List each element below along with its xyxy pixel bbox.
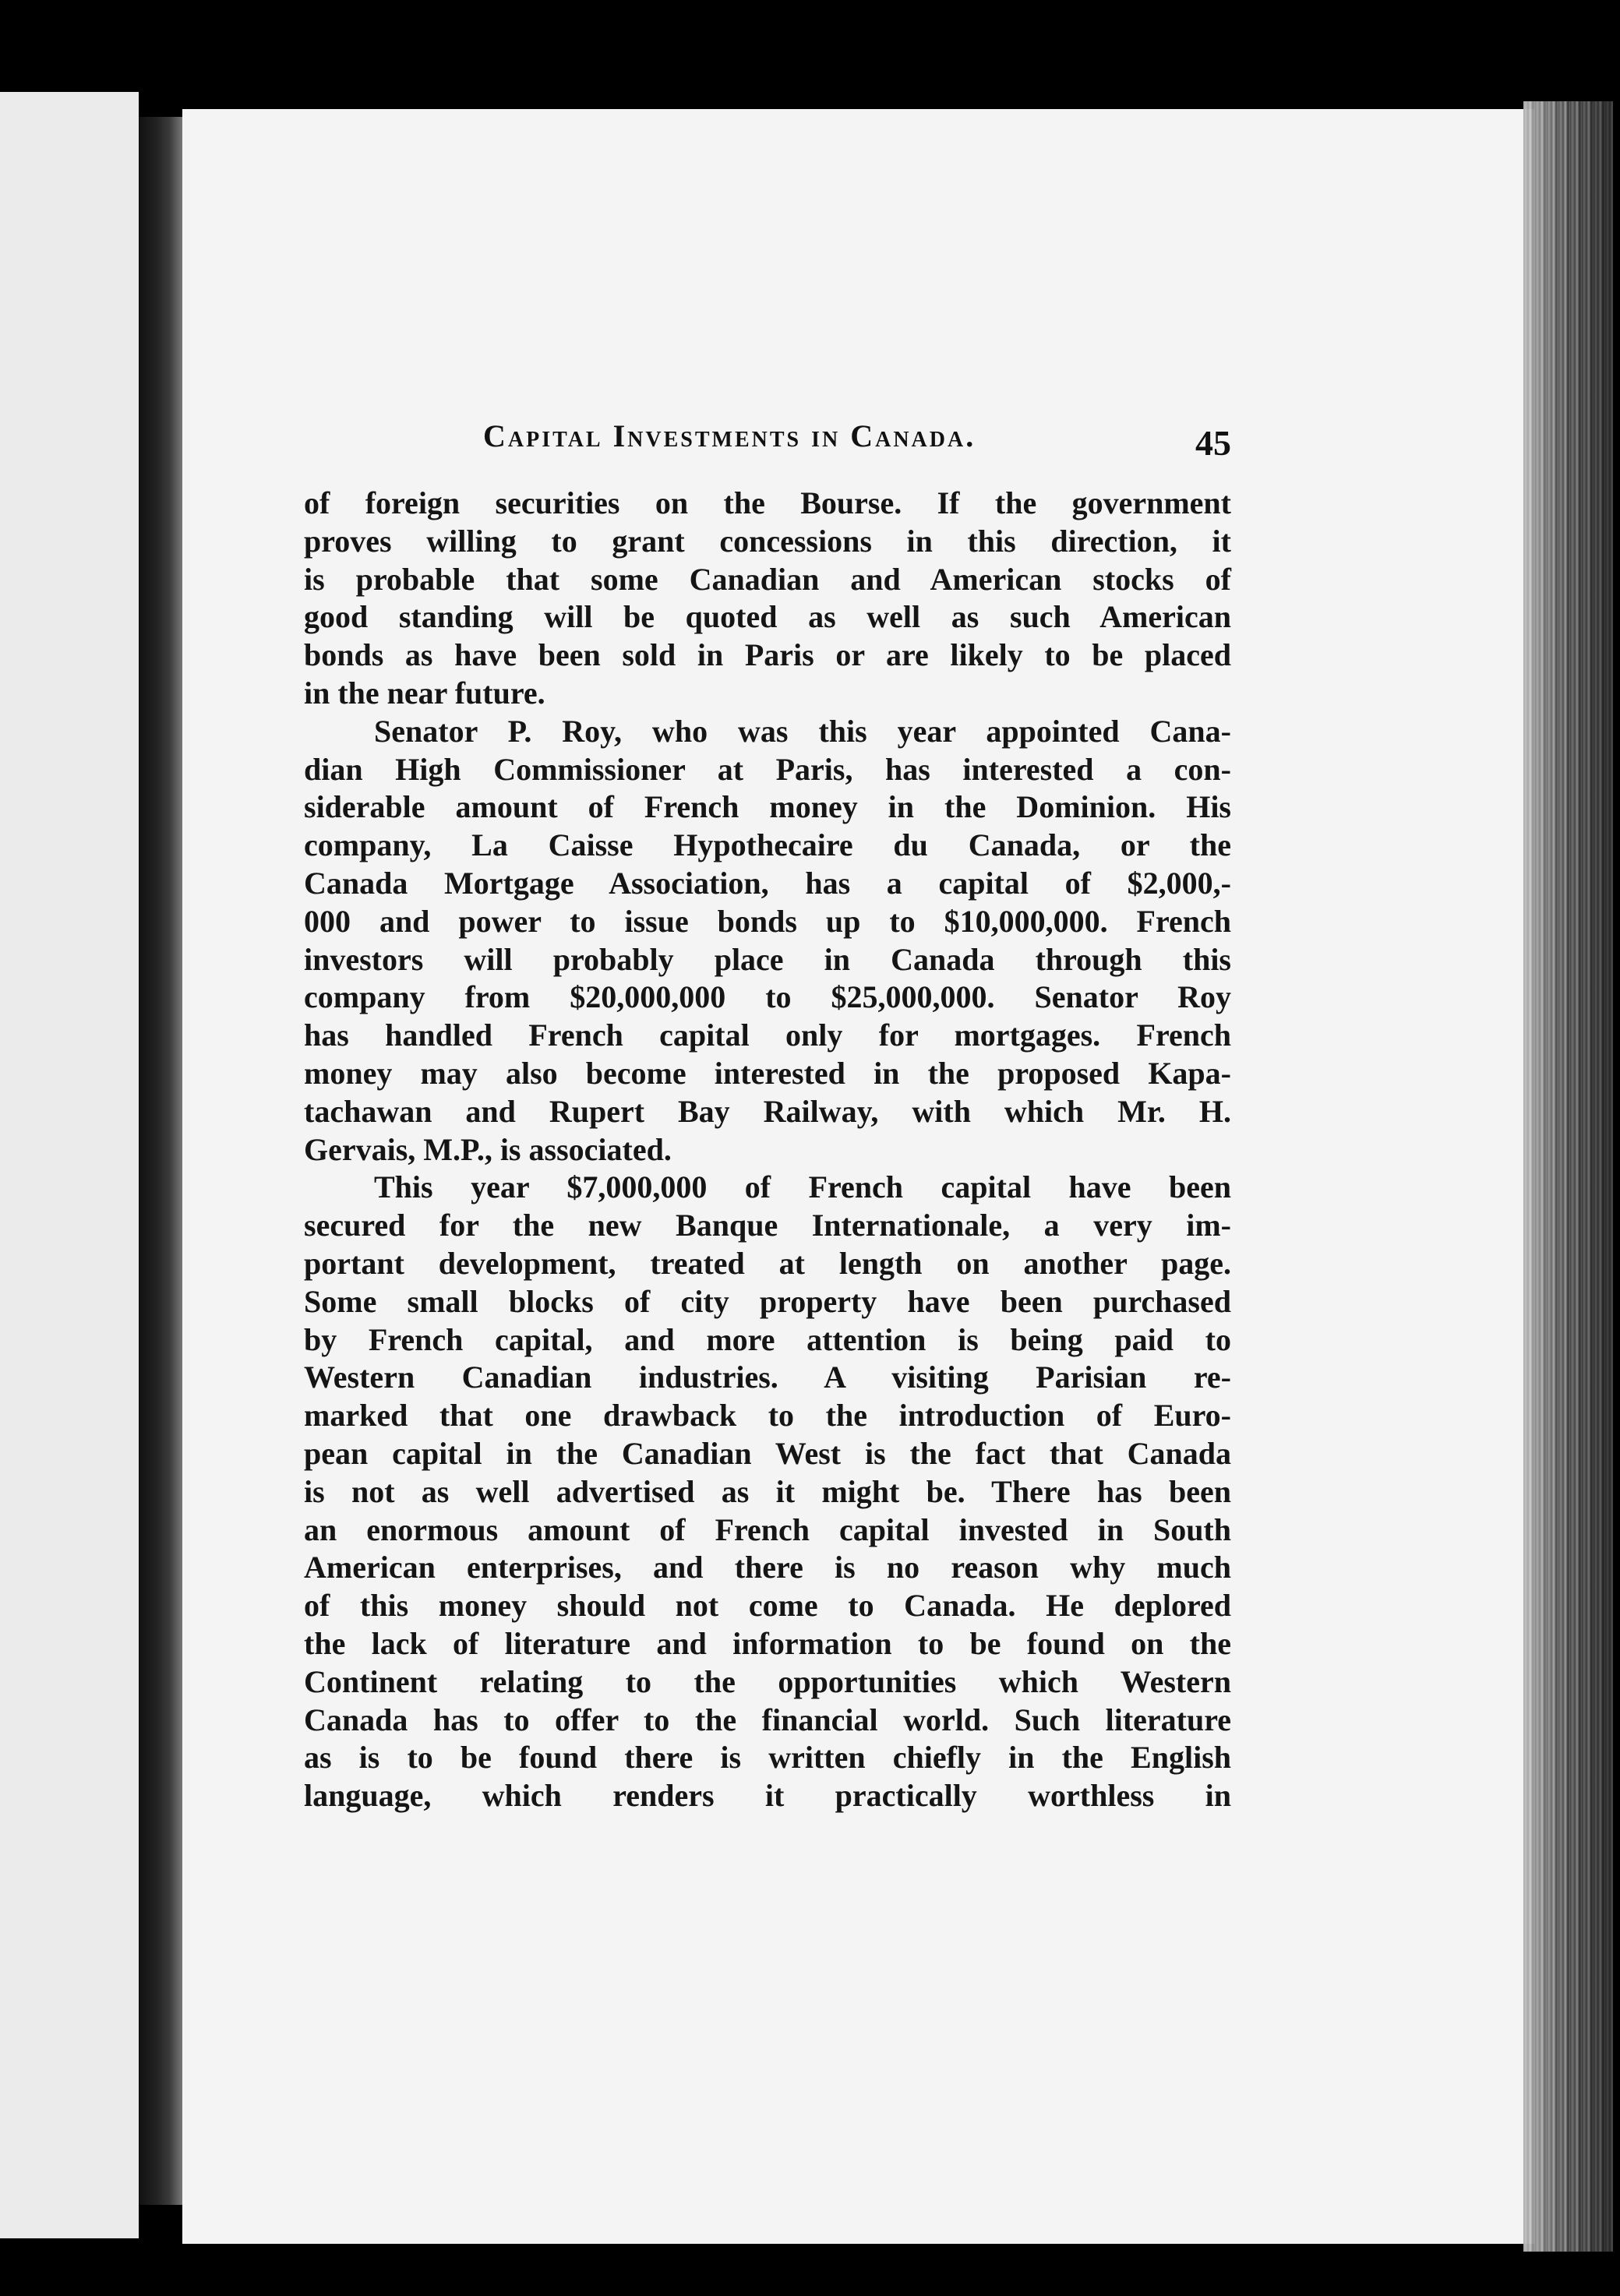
text-line: is probable that some Canadian and American stocks of <box>304 561 1231 597</box>
text-line: bonds as have been sold in Paris or are likely to be placed <box>304 637 1231 673</box>
text-line: Some small blocks of city property have been purchased <box>304 1283 1231 1319</box>
text-line: company from $20,000,000 to $25,000,000. Senator Roy <box>304 979 1231 1015</box>
text-line: money may also become interested in the proposed Kapa- <box>304 1055 1231 1091</box>
text-line: proves willing to grant concessions in this direction, it <box>304 523 1231 559</box>
text-line: company, La Caisse Hypothecaire du Canada, or the <box>304 827 1231 863</box>
text-line: the lack of literature and information to be found on the <box>304 1625 1231 1661</box>
text-line: in the near future. <box>304 675 545 711</box>
text-line: American enterprises, and there is no reason why much <box>304 1550 1231 1585</box>
text-line: good standing will be quoted as well as such American <box>304 599 1231 635</box>
text-line: Continent relating to the opportunities which Western <box>304 1663 1231 1699</box>
body-text <box>304 485 1231 1815</box>
text-line: secured for the new Banque Internationale, a very im- <box>304 1208 1231 1243</box>
book-gutter <box>139 117 182 2205</box>
running-head: Capital Investments in Canada. <box>483 418 976 453</box>
paragraph-2 <box>304 713 1231 1169</box>
paragraph-3 <box>304 1169 1231 1815</box>
text-line: 000 and power to issue bonds up to $10,000,000. French <box>304 903 1231 939</box>
text-line: marked that one drawback to the introduction of Euro- <box>304 1398 1231 1434</box>
text-line: investors will probably place in Canada through this <box>304 941 1231 977</box>
text-line: Canada Mortgage Association, has a capital of $2,000,- <box>304 865 1231 901</box>
text-line: Western Canadian industries. A visiting Parisian re- <box>304 1360 1231 1395</box>
text-line: Canada has to offer to the financial world. Such literature <box>304 1702 1231 1737</box>
text-line: Gervais, M.P., is associated. <box>304 1131 672 1167</box>
text-line: portant development, treated at length on another page. <box>304 1245 1231 1281</box>
page-stack-shading <box>1523 101 1613 2252</box>
text-line: has handled French capital only for mortgages. French <box>304 1018 1231 1053</box>
text-line: of this money should not come to Canada. He deplored <box>304 1588 1231 1624</box>
text-line: is not as well advertised as it might be. There has been <box>304 1473 1231 1509</box>
text-line: pean capital in the Canadian West is the fact that Canada <box>304 1435 1231 1471</box>
page-number: 45 <box>1195 423 1231 463</box>
page-header <box>304 413 1231 467</box>
paragraph-1 <box>304 485 1231 713</box>
text-line: by French capital, and more attention is being paid to <box>304 1321 1231 1357</box>
text-line: siderable amount of French money in the Dominion. His <box>304 789 1231 825</box>
text-line: dian High Commissioner at Paris, has interested a con- <box>304 751 1231 787</box>
text-line: tachawan and Rupert Bay Railway, with which Mr. H. <box>304 1093 1231 1129</box>
text-line: an enormous amount of French capital invested in South <box>304 1511 1231 1547</box>
text-line: language, which renders it practically worthless in <box>304 1778 1231 1814</box>
text-line: This year $7,000,000 of French capital have been <box>374 1169 1231 1205</box>
text-line: Senator P. Roy, who was this year appointed Cana- <box>374 713 1231 749</box>
text-line: as is to be found there is written chiefly in the English <box>304 1740 1231 1776</box>
text-line: of foreign securities on the Bourse. If the government <box>304 485 1231 520</box>
facing-page-edge <box>0 92 139 2238</box>
